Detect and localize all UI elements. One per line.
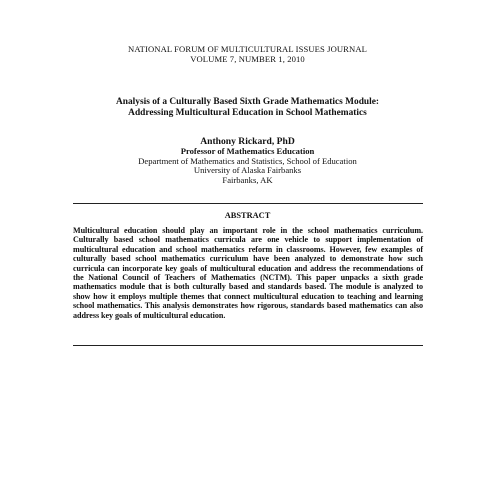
top-divider: [73, 203, 423, 204]
author-department: Department of Mathematics and Statistics, School of Education: [138, 155, 357, 166]
paper-title-line-2: Addressing Multicultural Education in School Mathematics: [128, 108, 367, 118]
author-university: University of Alaska Fairbanks: [193, 165, 302, 176]
journal-header: [0, 44, 495, 64]
paper-title: [0, 97, 495, 119]
paper-title-line-1: Analysis of a Culturally Based Sixth Grade Mathematics Module:: [115, 97, 380, 107]
journal-name: NATIONAL FORUM OF MULTICULTURAL ISSUES JOURNAL: [128, 44, 367, 54]
bottom-divider: [73, 345, 423, 346]
journal-volume: VOLUME 7, NUMBER 1, 2010: [190, 54, 305, 64]
author-location: Fairbanks, AK: [222, 174, 273, 185]
author-block: [0, 136, 495, 185]
author-name: Anthony Rickard, PhD: [200, 136, 295, 147]
abstract-text: Multicultural education should play an important role in the school mathematics curriculum. Culturally based school mathematics curricula are one vehicle to support implementation of multicultural education and school mathematics reform in classrooms. However, few examples of culturally based school mathematics curriculum have been analyzed to demonstrate how such curricula can incorporate key goals of multicultural education and address the recommendations of the National Council of Teachers of Mathematics (NCTM). This paper unpacks a sixth grade mathematics module that is both culturally based and standards based. The module is analyzed to show how it employs multiple themes that connect multicultural education to teaching and learning school mathematics. This analysis demonstrates how rigorous, standards based mathematics can also address key goals of multicultural education.: [73, 226, 423, 320]
author-position: Professor of Mathematics Education: [180, 146, 315, 156]
abstract-heading: ABSTRACT: [224, 211, 271, 220]
